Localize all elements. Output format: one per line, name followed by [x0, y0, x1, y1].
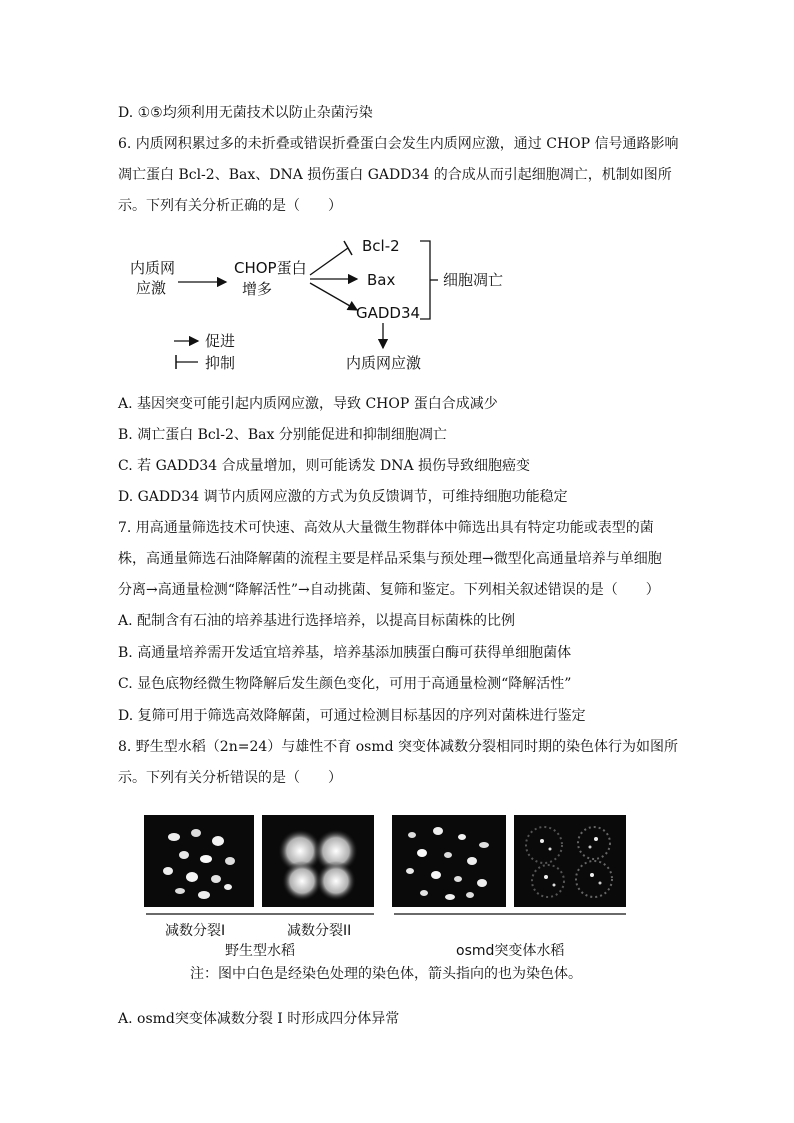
apoptosis-label: 细胞凋亡 [443, 271, 504, 289]
label-mutant: osmd突变体水稻 [456, 943, 565, 959]
label-wild-type: 野生型水稻 [225, 943, 295, 959]
option-d5: D. ①⑤均须利用无菌技术以防止杂菌污染 [118, 105, 373, 121]
er-stress-label-2: 应激 [136, 279, 167, 297]
chop-label-1: CHOP蛋白 [234, 259, 307, 277]
bcl2-label: Bcl-2 [362, 237, 400, 255]
gadd34-label: GADD34 [356, 304, 421, 322]
question-6-line-1: 6. 内质网积累过多的未折叠或错误折叠蛋白会发生内质网应激，通过 CHOP 信号通路影响 [118, 136, 679, 152]
figure8-note: 注：图中白色是经染色处理的染色体，箭头指向的也为染色体。 [190, 966, 582, 982]
legend-promote-label: 促进 [205, 332, 236, 350]
er-stress-bottom-label: 内质网应激 [346, 354, 422, 372]
question-6-line-2: 凋亡蛋白 Bcl-2、Bax、DNA 损伤蛋白 GADD34 的合成从而引起细胞凋亡，机制如图所 [118, 167, 672, 183]
option-c7: C. 显色底物经微生物降解后发生颜色变化，可用于高通量检测“降解活性” [118, 676, 572, 692]
option-b6: B. 凋亡蛋白 Bcl-2、Bax 分别能促进和抑制细胞凋亡 [118, 427, 447, 443]
question-8-line-1: 8. 野生型水稻（2n=24）与雄性不育 osmd 突变体减数分裂相同时期的染色体行为如图所 [118, 739, 679, 755]
option-d6: D. GADD34 调节内质网应激的方式为负反馈调节，可维持细胞功能稳定 [118, 489, 568, 505]
label-meiosis-1: 减数分裂I [165, 923, 226, 939]
option-c6: C. 若 GADD34 合成量增加，则可能诱发 DNA 损伤导致细胞癌变 [118, 458, 531, 474]
option-a6: A. 基因突变可能引起内质网应激，导致 CHOP 蛋白合成减少 [118, 396, 498, 412]
label-meiosis-2: 减数分裂II [287, 923, 352, 939]
question-7-line-1: 7. 用高通量筛选技术可快速、高效从大量微生物群体中筛选出具有特定功能或表型的菌 [118, 520, 654, 536]
question-7-line-3: 分离→高通量检测“降解活性”→自动挑菌、复筛和鉴定。下列相关叙述错误的是（ ） [118, 582, 660, 598]
bax-label: Bax [367, 271, 396, 289]
chop-label-2: 增多 [242, 280, 273, 298]
option-b7: B. 高通量培养需开发适宜培养基，培养基添加胰蛋白酶可获得单细胞菌体 [118, 645, 572, 661]
legend-inhibit-label: 抑制 [205, 354, 236, 372]
option-a8: A. osmd突变体减数分裂 I 时形成四分体异常 [118, 1011, 400, 1027]
option-a7: A. 配制含有石油的培养基进行选择培养，以提高目标菌株的比例 [118, 613, 516, 629]
option-d7: D. 复筛可用于筛选高效降解菌，可通过检测目标基因的序列对菌株进行鉴定 [118, 708, 586, 724]
question-8-line-2: 示。下列有关分析错误的是（ ） [118, 770, 342, 786]
question-6-line-3: 示。下列有关分析正确的是（ ） [118, 198, 342, 214]
er-stress-label-1: 内质网 [130, 259, 176, 277]
question-7-line-2: 株，高通量筛选石油降解菌的流程主要是样品采集与预处理→微型化高通量培养与单细胞 [118, 551, 662, 567]
